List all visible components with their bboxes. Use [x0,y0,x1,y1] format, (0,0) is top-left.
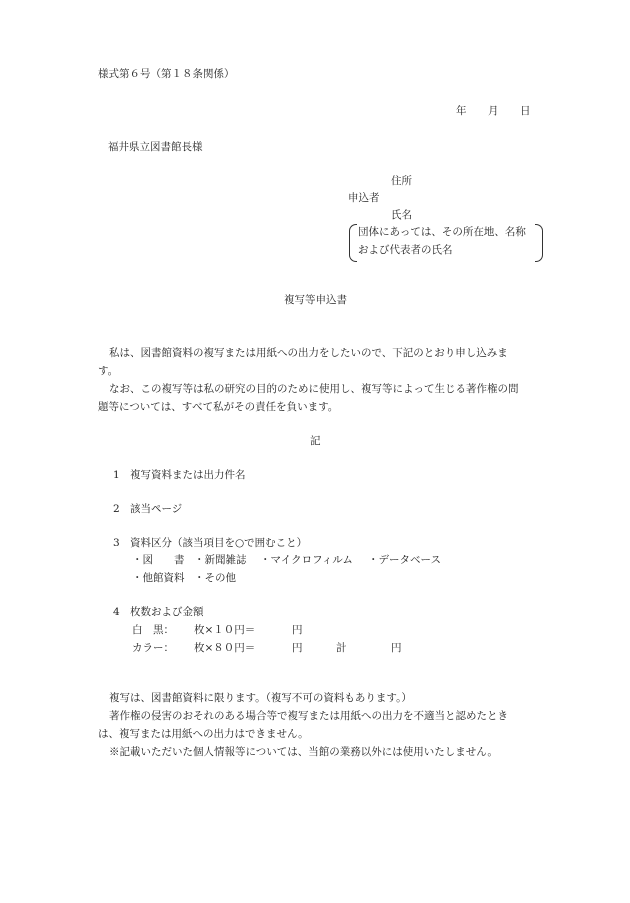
color-yen: 円 [292,642,303,654]
body-p2-line1: なお、この複写等は私の研究の目的のために使用し、複写等によって生じる著作権の問 [109,383,519,395]
color-rate: 枚×８０円＝ [194,642,256,654]
note-2-line2: は、複写または用紙への出力はできません。 [98,728,309,740]
name-label: 氏名 [391,209,412,221]
date-year: 年 [456,105,467,117]
item1-number: 1 [113,469,120,481]
item2-number: 2 [113,503,120,515]
item2-label: 該当ページ [130,503,183,515]
body-p1-line2: す。 [98,365,119,377]
applicant-note-line1: 団体にあっては、その所在地、名称 [358,226,526,238]
date-day: 日 [520,105,531,117]
item1-label: 複写資料または出力件名 [130,469,246,481]
item4-label: 枚数および金額 [130,606,204,618]
item3-label: 資料区分（該当項目を○で囲むこと） [130,537,308,549]
option-microfilm: ・マイクロフィルム [260,554,353,566]
option-newspapers: ・新聞雑誌 [194,554,247,566]
item4-number: 4 [113,606,120,618]
total-label: 計 [336,642,347,654]
option-database: ・データベース [368,554,441,566]
body-p2-line2: 題等については、すべて私がその責任を負います。 [98,401,339,413]
note-2-line1: 著作権の侵害のおそれのある場合等で複写または用紙への出力を不適当と認めたとき [109,710,508,722]
body-p1-line1: 私は、図書館資料の複写または用紙への出力をしたいので、下記のとおり申し込みま [109,347,508,359]
applicant-note-line2: および代表者の氏名 [358,244,453,256]
addressee: 福井県立図書館長様 [108,141,203,153]
bw-yen: 円 [292,624,303,636]
form-number: 様式第６号（第１８条関係） [98,68,235,80]
color-label: カラー： [132,642,174,654]
bw-rate: 枚×１０円＝ [194,624,256,636]
total-yen: 円 [391,642,402,654]
note-1: 複写は、図書館資料に限ります。（複写不可の資料もあります。） [109,692,412,704]
address-label: 住所 [391,175,412,187]
page-title: 複写等申込書 [284,294,347,306]
applicant-label: 申込者 [348,192,380,204]
item3-number: 3 [113,537,120,549]
option-other-library: ・他館資料 [132,572,185,584]
option-other: ・その他 [194,572,236,584]
option-books: ・図 書 [132,554,185,566]
date-month: 月 [488,105,499,117]
note-3: ※記載いただいた個人情報等については、当館の業務以外には使用いたしません。 [109,746,498,758]
bw-label: 白 黒： [132,624,174,636]
ki-heading: 記 [310,435,321,447]
